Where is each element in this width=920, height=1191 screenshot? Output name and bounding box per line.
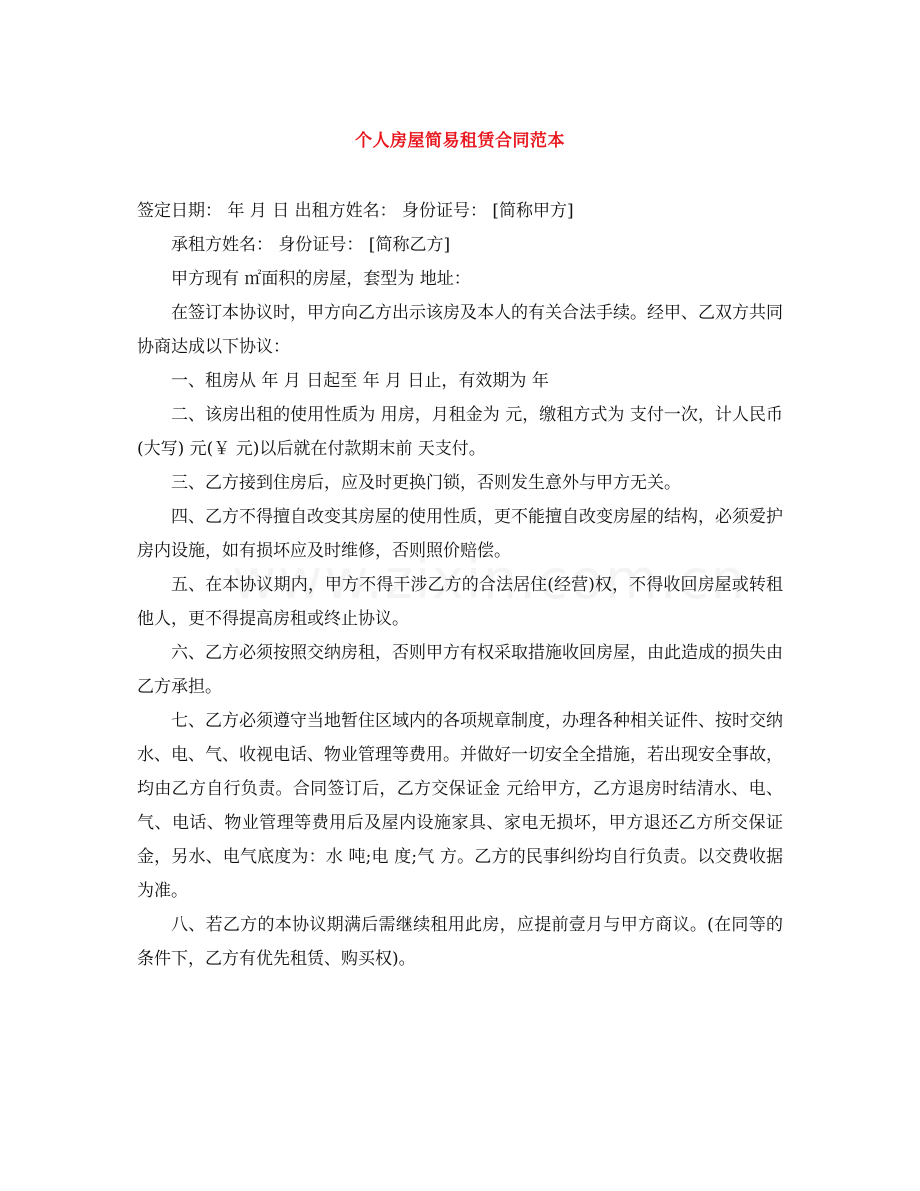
preamble-paragraph: 在签订本协议时，甲方向乙方出示该房及本人的有关合法手续。经甲、乙双方共同协商达成以下协议： [137, 303, 783, 357]
document-title: 个人房屋简易租赁合同范本 [355, 131, 565, 151]
clause-7: 七、乙方必须遵守当地暂住区域内的各项规章制度，办理各种相关证件、按时交纳水、电、气、收视电话、物业管理等费用。并做好一切安全全措施，若出现安全事故，均由乙方自行负责。合同签订后，乙方交保证金 元给甲方，乙方退房时结清水、电、气、电话、物业管理等费用后及屋内设施家具、家电无损坏，甲方退还乙方所交保证金，另水、电气底度为：水 吨;电 度;气 方。乙方的民事纠纷均自行负责。以交费收据为准。 [137, 711, 783, 901]
clause-8: 八、若乙方的本协议期满后需继续租用此房，应提前壹月与甲方商议。(在同等的条件下，乙方有优先租赁、购买权)。 [137, 915, 783, 969]
lessee-info-line: 承租方姓名： 身份证号： [简称乙方] [171, 235, 451, 255]
property-info-line: 甲方现有 ㎡面积的房屋，套型为 地址： [171, 269, 471, 289]
document-body [137, 194, 783, 976]
clause-3: 三、乙方接到住房后，应及时更换门锁，否则发生意外与甲方无关。 [171, 473, 681, 493]
signing-info-line: 签定日期： 年 月 日 出租方姓名： 身份证号： [简称甲方] [137, 201, 574, 221]
clause-1: 一、租房从 年 月 日起至 年 月 日止，有效期为 年 [171, 371, 549, 391]
clause-4: 四、乙方不得擅自改变其房屋的使用性质，更不能擅自改变房屋的结构，必须爱护房内设施，如有损坏应及时维修，否则照价赔偿。 [137, 507, 783, 561]
clause-6: 六、乙方必须按照交纳房租，否则甲方有权采取措施收回房屋，由此造成的损失由乙方承担。 [137, 643, 783, 697]
clause-5: 五、在本协议期内，甲方不得干涉乙方的合法居住(经营)权，不得收回房屋或转租他人，更不得提高房租或终止协议。 [137, 575, 783, 629]
clause-2: 二、该房出租的使用性质为 用房，月租金为 元，缴租方式为 支付一次，计人民币(大写) 元(￥ 元)以后就在付款期末前 天支付。 [137, 405, 783, 459]
